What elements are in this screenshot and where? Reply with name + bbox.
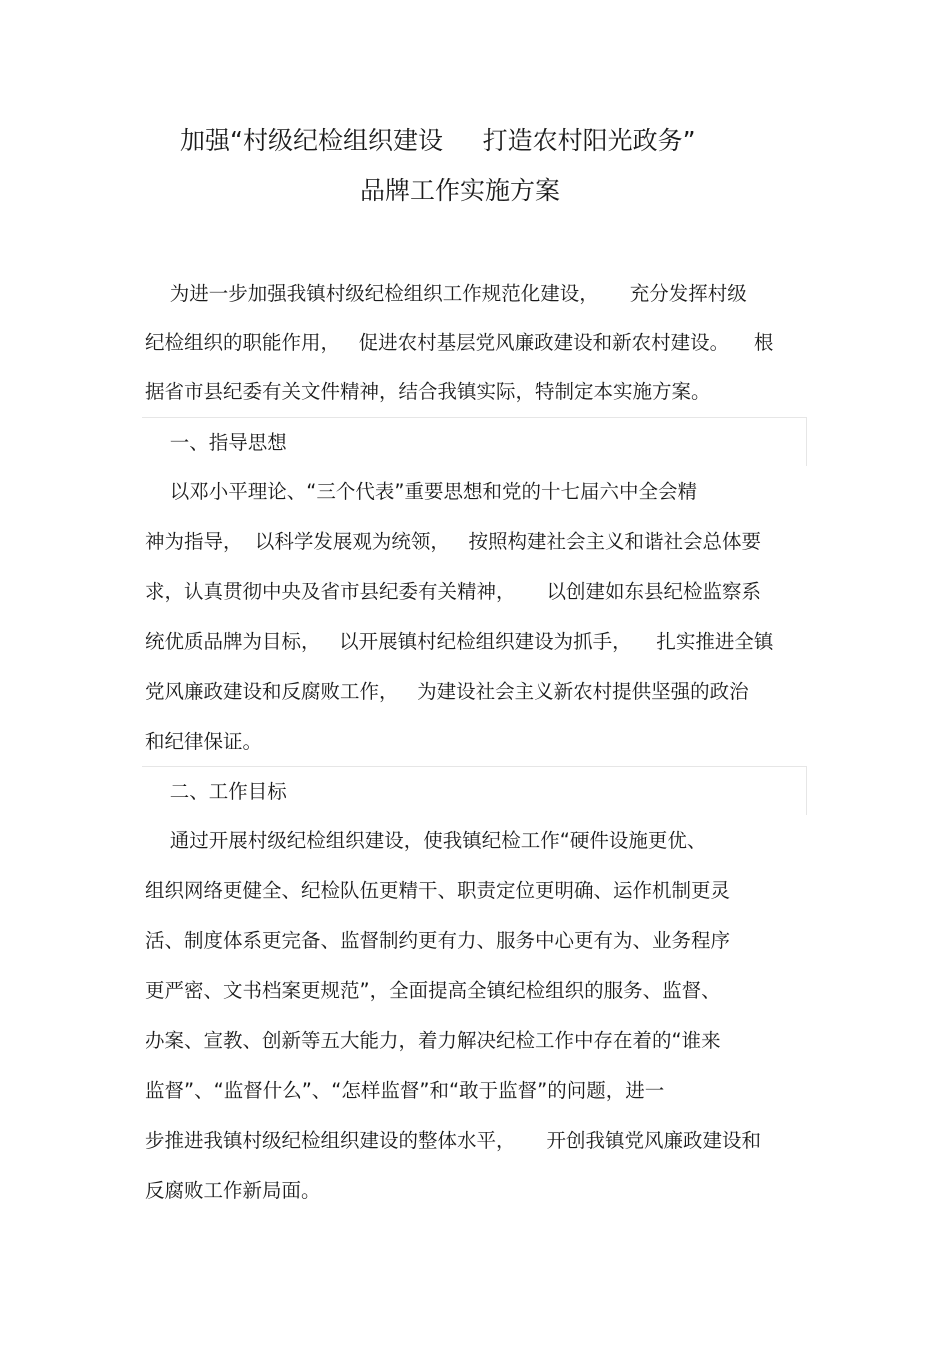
section1-line: 统优质品牌为目标， 以开展镇村纪检组织建设为抓手， 扎实推进全镇 <box>145 630 774 653</box>
section2-line: 活、制度体系更完备、监督制约更有力、服务中心更有为、业务程序 <box>145 929 731 952</box>
section2-line: 更严密、文书档案更规范”，全面提高全镇纪检组织的服务、监督、 <box>145 979 721 1002</box>
intro-line: 为进一步加强我镇村级纪检组织工作规范化建设， 充分发挥村级 <box>145 282 747 305</box>
section-heading: 二、工作目标 <box>145 780 287 803</box>
section2-line: 监督”、“监督什么”、“怎样监督”和“敢于监督”的问题，进一 <box>145 1079 665 1102</box>
section2-line: 办案、宣教、创新等五大能力，着力解决纪检工作中存在着的“谁来 <box>145 1029 721 1052</box>
section1-line: 求，认真贯彻中央及省市县纪委有关精神， 以创建如东县纪检监察系 <box>145 580 761 603</box>
section2-line: 反腐败工作新局面。 <box>145 1179 321 1202</box>
section1-line: 神为指导， 以科学发展观为统领， 按照构建社会主义和谐社会总体要 <box>145 530 761 553</box>
intro-line: 据省市县纪委有关文件精神，结合我镇实际，特制定本实施方案。 <box>145 380 711 403</box>
section1-line: 和纪律保证。 <box>145 730 263 753</box>
section1-line: 党风廉政建设和反腐败工作， 为建设社会主义新农村提供坚强的政治 <box>145 680 749 703</box>
section1-line: 以邓小平理论、“三个代表”重要思想和党的十七届六中全会精 <box>145 480 697 503</box>
section2-line: 组织网络更健全、纪检队伍更精干、职责定位更明确、运作机制更灵 <box>145 879 731 902</box>
section2-line: 通过开展村级纪检组织建设，使我镇纪检工作“硬件设施更优、 <box>145 829 707 852</box>
section2-line: 步推进我镇村级纪检组织建设的整体水平， 开创我镇党风廉政建设和 <box>145 1129 761 1152</box>
intro-line: 纪检组织的职能作用， 促进农村基层党风廉政建设和新农村建设。 根 <box>145 331 774 354</box>
document-title-line-1: 加强“村级纪检组织建设 打造农村阳光政务” <box>180 126 696 155</box>
section-heading: 一、指导思想 <box>145 431 287 454</box>
document-title-line-2: 品牌工作实施方案 <box>360 176 561 205</box>
